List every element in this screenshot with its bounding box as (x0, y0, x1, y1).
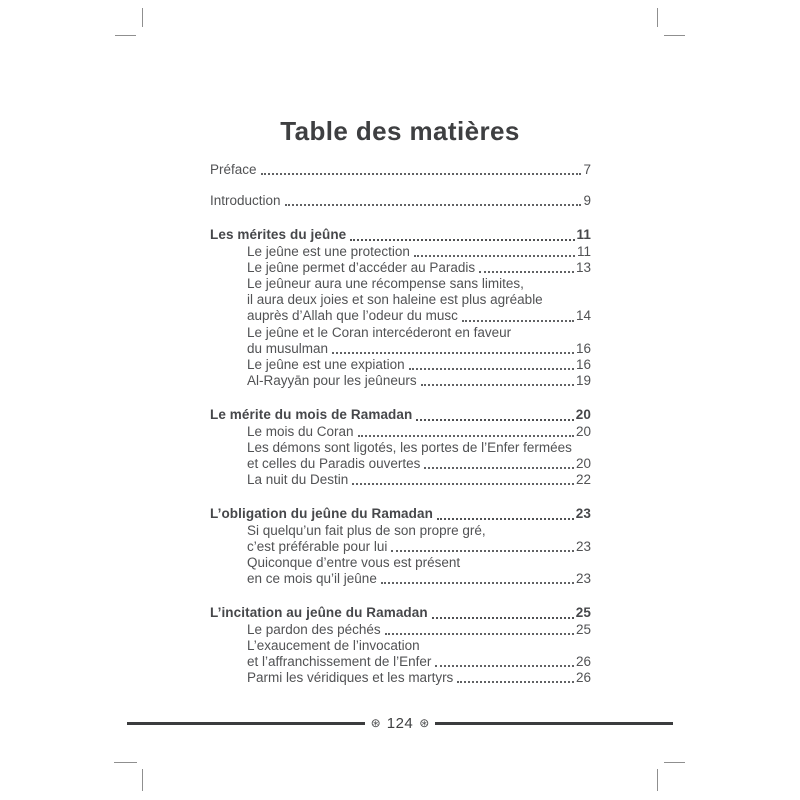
toc-entry (210, 162, 591, 178)
toc-line (247, 654, 591, 670)
toc-page-number: 20 (575, 423, 591, 439)
toc-line-text: Le pardon des péchés (247, 621, 381, 637)
dot-leader (391, 550, 574, 552)
ornament-icon: ⊛ (370, 716, 381, 730)
toc-line (247, 325, 591, 341)
toc-line-text: Al-Rayyān pour les jeûneurs (247, 373, 417, 389)
dot-leader (424, 467, 574, 469)
ornament-icon: ⊛ (419, 716, 430, 730)
toc-page-number: 16 (575, 357, 591, 373)
toc-subentry (210, 373, 591, 389)
toc-line (247, 571, 591, 587)
dot-leader (332, 352, 574, 354)
toc-line-text: Le jeûne et le Coran intercéderont en faveur (247, 324, 512, 340)
dot-leader (381, 582, 574, 584)
dot-leader (385, 633, 574, 635)
toc-page-number: 7 (583, 162, 591, 177)
toc-page-number: 26 (575, 670, 591, 686)
toc-line (247, 276, 591, 292)
toc-line-text: du musulman (247, 340, 329, 356)
toc-subentry (210, 555, 591, 587)
toc-line (210, 162, 591, 178)
toc-line (247, 341, 591, 357)
toc-line-text: Si quelqu’un fait plus de son propre gré, (247, 522, 486, 538)
toc-line-text: Le jeûne est une expiation (247, 357, 405, 373)
toc-line (247, 539, 591, 555)
toc-line-text: Le mérite du mois de Ramadan (210, 407, 413, 423)
toc-page-number: 11 (576, 227, 591, 243)
toc-page-number: 23 (575, 571, 591, 587)
toc-page-number: 16 (575, 340, 591, 356)
toc-line-text: il aura deux joies et son haleine est plus agréable (247, 292, 543, 308)
toc-line-text: Introduction (210, 193, 281, 209)
toc-page-number: 23 (575, 538, 591, 554)
toc-line (247, 373, 591, 389)
toc-subentry (210, 622, 591, 638)
toc-line (247, 440, 591, 456)
toc-subentry (210, 260, 591, 276)
toc-line-text: Le jeûneur aura une récompense sans limites, (247, 276, 524, 292)
toc-subentry (210, 424, 591, 440)
toc-page-number: 14 (575, 308, 591, 324)
dot-leader (414, 255, 575, 257)
toc-line-text: en ce mois qu’il jeûne (247, 571, 377, 587)
toc-line-text: c’est préférable pour lui (247, 538, 388, 554)
toc-line (247, 424, 591, 440)
dot-leader (462, 320, 574, 322)
toc-line (210, 227, 591, 243)
toc-entry (210, 605, 591, 621)
toc-line (247, 555, 591, 571)
toc-line (210, 605, 591, 621)
toc-line (247, 244, 591, 260)
toc-page-number: 13 (575, 259, 591, 275)
toc-line (247, 292, 591, 308)
dot-leader (421, 384, 574, 386)
dot-leader (479, 271, 574, 273)
toc-page-number: 19 (575, 373, 591, 389)
toc-page-number: 26 (575, 654, 591, 670)
crop-mark-top-left-vertical (142, 8, 143, 27)
toc-entry (210, 193, 591, 209)
dot-leader (435, 665, 574, 667)
toc-line-text: Les mérites du jeûne (210, 227, 347, 243)
toc-line-text: Préface (210, 162, 257, 177)
toc-line (247, 357, 591, 373)
toc-line (210, 407, 591, 423)
dot-leader (416, 419, 573, 421)
toc-line-text: et celles du Paradis ouvertes (247, 456, 421, 472)
toc-line (247, 670, 591, 686)
toc-page-number: 9 (583, 193, 591, 209)
toc-subentry (210, 440, 591, 472)
toc-line-text: Parmi les véridiques et les martyrs (247, 670, 454, 686)
crop-mark-top-right-vertical (657, 8, 658, 27)
toc-page-number: 25 (575, 621, 591, 637)
toc-page-number: 11 (576, 243, 591, 259)
toc-line (210, 193, 591, 209)
dot-leader (432, 617, 574, 619)
crop-mark-bottom-right-horizontal (664, 762, 685, 763)
toc-subentry (210, 670, 591, 686)
toc-line (210, 506, 591, 522)
toc-subentry (210, 472, 591, 488)
toc-subentry (210, 325, 591, 357)
toc-line-text: La nuit du Destin (247, 472, 349, 488)
dot-leader (409, 368, 574, 370)
toc-entry (210, 407, 591, 423)
toc-line (247, 260, 591, 276)
toc-entry (210, 227, 591, 243)
dot-leader (358, 435, 574, 437)
crop-mark-bottom-right-vertical (657, 769, 658, 791)
page-title: Table des matières (280, 116, 520, 147)
toc-line-text: Quiconque d’entre vous est présent (247, 555, 461, 571)
toc-line (247, 472, 591, 488)
footer-rule-right (435, 722, 673, 725)
dot-leader (352, 483, 574, 485)
toc-subentry (210, 244, 591, 260)
toc (210, 162, 591, 686)
toc-line-text: Le jeûne permet d’accéder au Paradis (247, 259, 476, 275)
toc-line-text: L’obligation du jeûne du Ramadan (210, 506, 433, 522)
toc-line (247, 456, 591, 472)
dot-leader (350, 239, 574, 241)
toc-subentry (210, 523, 591, 555)
toc-subentry (210, 638, 591, 670)
toc-line-text: Les démons sont ligotés, les portes de l’Enfer fermées (247, 439, 572, 455)
toc-subentry (210, 276, 591, 325)
toc-page-number: 20 (575, 407, 591, 423)
toc-line (247, 523, 591, 539)
dot-leader (457, 681, 574, 683)
toc-line-text: et l’affranchissement de l’Enfer (247, 654, 432, 670)
toc-page-number: 20 (575, 456, 591, 472)
toc-page-number: 22 (575, 472, 591, 488)
footer-rule-left (127, 722, 365, 725)
toc-page-number: 23 (575, 506, 591, 522)
toc-page-number: 25 (575, 605, 591, 621)
page-footer (127, 712, 673, 734)
crop-mark-bottom-left-vertical (142, 769, 143, 791)
toc-line (247, 308, 591, 324)
toc-line (247, 638, 591, 654)
dot-leader (261, 173, 582, 175)
crop-mark-bottom-left-horizontal (114, 762, 137, 763)
toc-line (247, 622, 591, 638)
toc-line-text: auprès d’Allah que l’odeur du musc (247, 308, 458, 324)
toc-line-text: L’exaucement de l’invocation (247, 637, 420, 653)
toc-line-text: Le mois du Coran (247, 423, 354, 439)
dot-leader (285, 204, 582, 206)
toc-line-text: L’incitation au jeûne du Ramadan (210, 605, 428, 621)
toc-entry (210, 506, 591, 522)
toc-subentry (210, 357, 591, 373)
crop-mark-top-right-horizontal (664, 35, 685, 36)
dot-leader (437, 518, 574, 520)
toc-line-text: Le jeûne est une protection (247, 243, 410, 259)
crop-mark-top-left-horizontal (115, 35, 136, 36)
folio-page-number: 124 (386, 714, 414, 732)
